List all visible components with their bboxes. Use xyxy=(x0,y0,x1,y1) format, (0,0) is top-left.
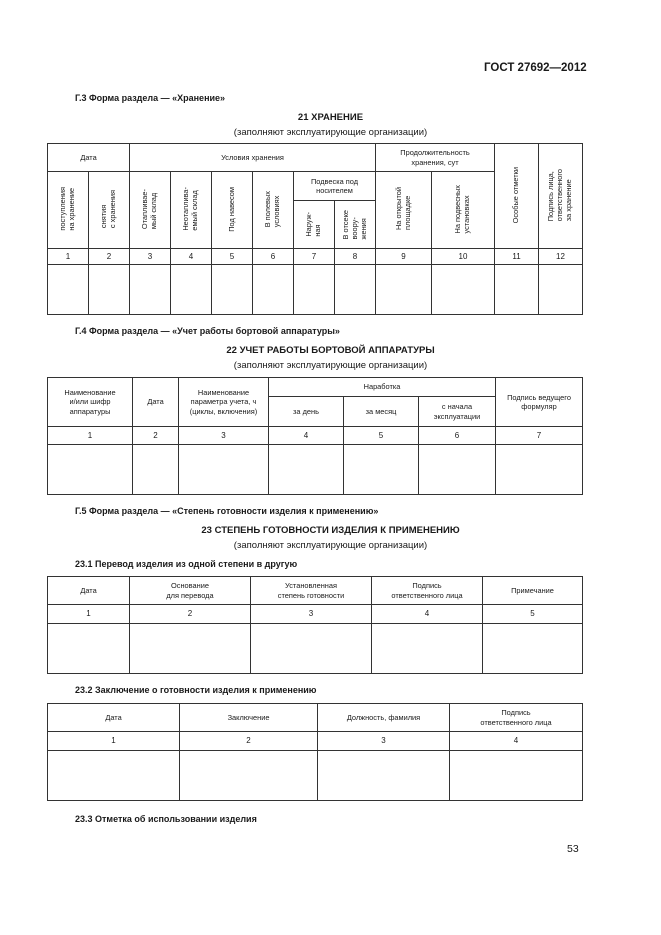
col-open-area: На открытой площадке xyxy=(376,172,432,249)
header-equipment-name: Наименование и/или шифр аппаратуры xyxy=(48,378,133,427)
column-number: 3 xyxy=(251,605,372,624)
readiness-conclusion-table xyxy=(47,703,583,801)
header-storage-conditions: Условия хранения xyxy=(130,144,376,172)
column-number: 6 xyxy=(419,427,496,445)
header-operating-time: Наработка xyxy=(269,378,496,397)
column-number: 4 xyxy=(269,427,344,445)
column-number: 3 xyxy=(318,732,450,751)
table-row xyxy=(48,624,583,674)
column-number: 3 xyxy=(130,249,171,265)
subsection-23-3-title: 23.3 Отметка об использовании изделия xyxy=(75,814,257,824)
form-title-storage: 21 ХРАНЕНИЕ xyxy=(297,112,364,123)
col-received: поступления на хранение xyxy=(48,172,89,249)
column-number: 5 xyxy=(344,427,419,445)
header-conclusion: Заключение xyxy=(180,704,318,732)
section-caption-g3: Г.3 Форма раздела — «Хранение» xyxy=(75,93,226,103)
header-suspension: Подвеска под носителем xyxy=(294,172,375,201)
subsection-23-1-title: 23.1 Перевод изделия из одной степени в другую xyxy=(75,559,298,569)
column-number: 8 xyxy=(335,249,376,265)
col-weapons-bay: В отсеке воору- жения xyxy=(340,209,368,240)
column-number: 2 xyxy=(133,427,179,445)
col-since-start: с начала эксплуатации xyxy=(419,397,496,427)
page-number: 53 xyxy=(567,843,579,855)
form-subtitle-storage: (заполняют эксплуатирующие организации) xyxy=(233,127,428,138)
column-number: 4 xyxy=(372,605,483,624)
column-number: 5 xyxy=(212,249,253,265)
table-row xyxy=(48,265,583,315)
header-date: Дата xyxy=(48,704,180,732)
column-number: 1 xyxy=(48,249,89,265)
header-storage-duration: Продолжительность хранения, сут xyxy=(376,144,495,172)
column-number: 11 xyxy=(495,249,539,265)
column-number: 10 xyxy=(432,249,495,265)
header-responsible-signature: Подпись ответственного лица xyxy=(450,704,583,732)
column-number: 1 xyxy=(48,605,130,624)
column-number: 9 xyxy=(376,249,432,265)
form-title-equipment: 22 УЧЕТ РАБОТЫ БОРТОВОЙ АППАРАТУРЫ xyxy=(226,345,435,356)
header-date: Дата xyxy=(133,378,179,427)
col-suspension-group xyxy=(294,172,376,249)
column-number: 4 xyxy=(171,249,212,265)
header-position-name: Должность, фамилия xyxy=(318,704,450,732)
column-number: 12 xyxy=(539,249,583,265)
column-number: 1 xyxy=(48,427,133,445)
col-heated-warehouse: Отапливае- мый склад xyxy=(130,172,171,249)
column-number: 7 xyxy=(294,249,335,265)
table-row xyxy=(48,751,583,801)
table-row xyxy=(48,445,583,495)
section-caption-g5: Г.5 Форма раздела — «Степень готовности изделия к применению» xyxy=(75,506,379,516)
column-number: 1 xyxy=(48,732,180,751)
equipment-table xyxy=(47,377,583,495)
storage-table xyxy=(47,143,583,315)
header-parameter-name: Наименование параметра учета, ч (циклы, включения) xyxy=(179,378,269,427)
col-suspension-units: На подвесных установках xyxy=(432,172,495,249)
column-number: 4 xyxy=(450,732,583,751)
header-note: Примечание xyxy=(483,577,583,605)
header-date: Дата xyxy=(48,144,130,172)
column-number: 2 xyxy=(89,249,130,265)
subsection-23-2-title: 23.2 Заключение о готовности изделия к применению xyxy=(75,685,317,695)
form-title-readiness: 23 СТЕПЕНЬ ГОТОВНОСТИ ИЗДЕЛИЯ К ПРИМЕНЕНИЮ xyxy=(201,525,460,536)
column-number: 3 xyxy=(179,427,269,445)
column-number: 7 xyxy=(496,427,583,445)
form-subtitle-equipment: (заполняют эксплуатирующие организации) xyxy=(233,360,428,371)
header-readiness-degree: Установленная степень готовности xyxy=(251,577,372,605)
header-special-marks: Особые отметки xyxy=(495,144,539,249)
column-number: 2 xyxy=(180,732,318,751)
col-removed: снятия с хранения xyxy=(89,172,130,249)
header-responsible-signature: Подпись лица, ответственного за хранение xyxy=(539,144,583,249)
col-field-conditions: В полевых условиях xyxy=(253,172,294,249)
col-under-shed: Под навесом xyxy=(212,172,253,249)
readiness-transfer-table xyxy=(47,576,583,674)
column-number: 2 xyxy=(130,605,251,624)
col-unheated-warehouse: Неотаплива- емый склад xyxy=(171,172,212,249)
header-log-keeper-signature: Подпись ведущего формуляр xyxy=(496,378,583,427)
col-per-day: за день xyxy=(269,397,344,427)
header-transfer-reason: Основание для перевода xyxy=(130,577,251,605)
form-subtitle-readiness: (заполняют эксплуатирующие организации) xyxy=(233,540,428,551)
column-number: 5 xyxy=(483,605,583,624)
header-date: Дата xyxy=(48,577,130,605)
column-number: 6 xyxy=(253,249,294,265)
col-external: Наруж- ная xyxy=(294,201,335,248)
header-responsible-signature: Подпись ответственного лица xyxy=(372,577,483,605)
col-per-month: за месяц xyxy=(344,397,419,427)
section-caption-g4: Г.4 Форма раздела — «Учет работы бортовой аппаратуры» xyxy=(75,326,340,336)
document-code: ГОСТ 27692—2012 xyxy=(484,62,587,74)
